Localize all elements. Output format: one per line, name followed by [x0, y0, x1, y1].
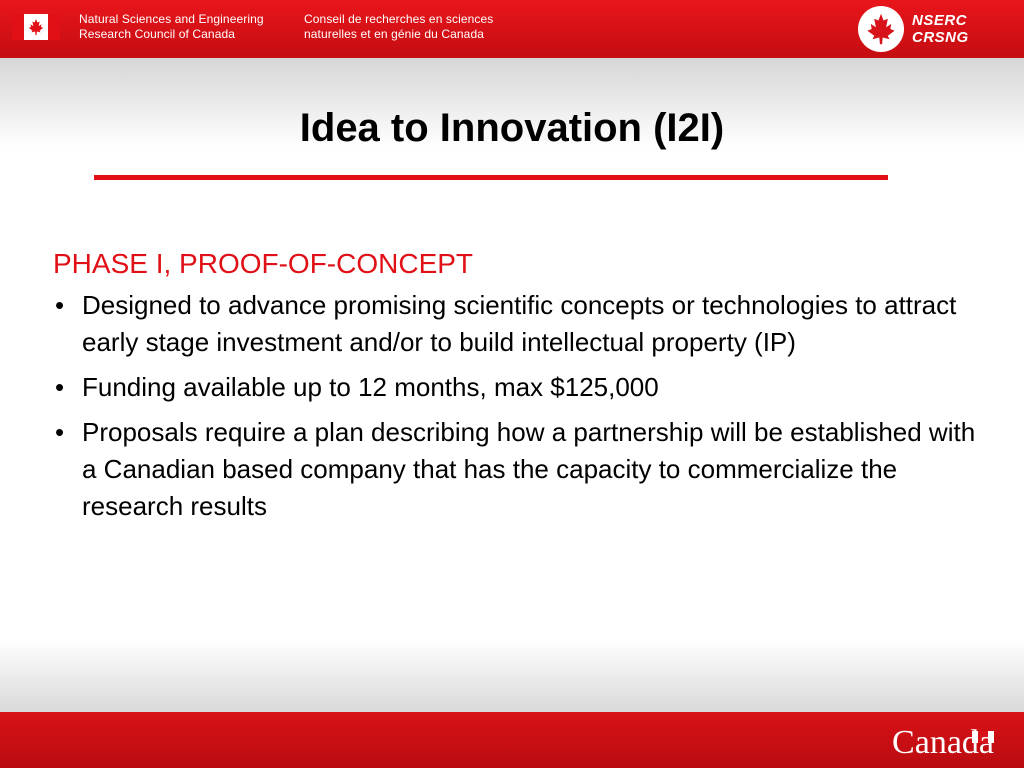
bullet-list: [53, 287, 983, 525]
canada-wordmark: Canada: [892, 724, 994, 761]
footer-gradient: [0, 640, 1024, 712]
bullet-text: Designed to advance promising scientific concepts or technologies to attract early stage investment and/or to build intellectual property (IP): [82, 290, 957, 357]
list-item: [53, 414, 983, 525]
header-bar: [0, 0, 1024, 58]
slide-title: Idea to Innovation (I2I): [299, 106, 725, 150]
slide-content: [53, 245, 983, 533]
section-heading: PHASE I, PROOF-OF-CONCEPT: [53, 248, 474, 279]
nserc-logo-text: [912, 12, 969, 46]
org-name-english-line1: Natural Sciences and Engineering: [79, 12, 264, 26]
logo-text-line2: CRSNG: [912, 29, 969, 46]
list-item: [53, 287, 983, 361]
logo-text-line1: NSERC: [912, 12, 968, 29]
maple-leaf-logo-icon: [858, 6, 904, 52]
footer-bar: [0, 712, 1024, 768]
list-item: [53, 369, 983, 406]
bullet-icon: •: [55, 290, 65, 320]
bullet-icon: •: [55, 417, 65, 447]
bullet-icon: •: [55, 372, 65, 402]
org-name-english: [79, 12, 264, 42]
canada-flag-icon: [12, 14, 60, 40]
title-underline: [94, 175, 888, 180]
org-name-french-line2: naturelles et en génie du Canada: [304, 27, 485, 41]
org-name-french: [304, 12, 493, 42]
org-name-english-line2: Research Council of Canada: [79, 27, 236, 41]
org-name-french-line1: Conseil de recherches en sciences: [304, 12, 494, 26]
bullet-text: Proposals require a plan describing how a partnership will be established with a Canadian based company that has the capacity to commercialize the research results: [82, 417, 976, 521]
bullet-text: Funding available up to 12 months, max $125,000: [82, 372, 659, 402]
